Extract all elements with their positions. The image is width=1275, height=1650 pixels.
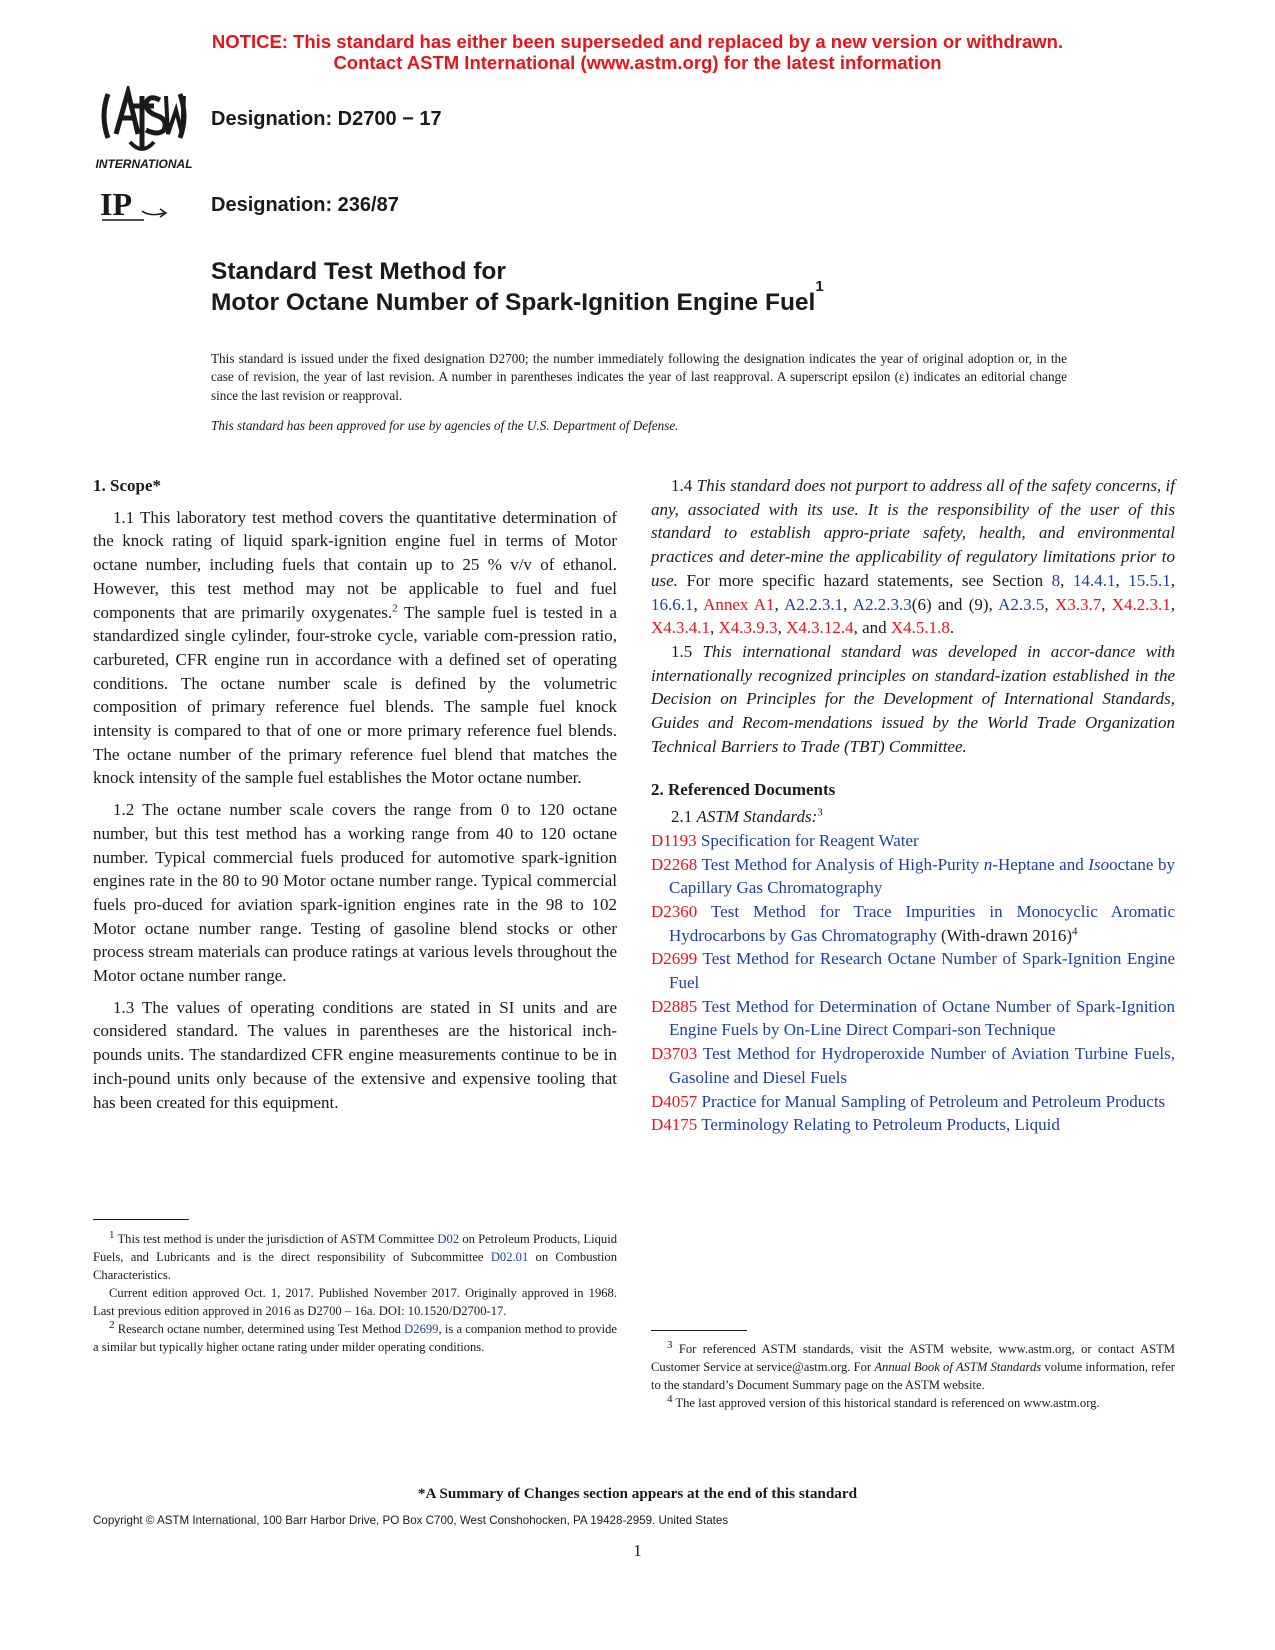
issuance-statement: This standard is issued under the fixed designation D2700; the number immediately following the designation indicates the year of original adoption or, in the case of revision, the year of last revision. A number in parentheses indicates the year of last reapproval. A superscript epsilon (ε) indicates an editorial change since the last revision or reapproval.	[211, 351, 1067, 403]
referenced-standards-list	[651, 829, 1175, 1137]
notice-line-2: Contact ASTM International (www.astm.org) for the latest information	[333, 52, 942, 73]
xref-link[interactable]: X4.2.3.1	[1111, 594, 1171, 614]
standard-code-link[interactable]: D2885	[651, 996, 698, 1016]
title-line-2	[211, 278, 824, 317]
section-scope-heading: 1. Scope*	[93, 476, 161, 495]
footnote-text: For referenced ASTM standards, visit the ASTM website, www.astm.org, or contact ASTM Customer Service at service@astm.org. For	[651, 1342, 1175, 1374]
xref-link[interactable]: X4.3.12.4	[786, 618, 854, 638]
footnote-text: Research octane number, determined using Test Method	[117, 1322, 401, 1336]
xref-link[interactable]: X3.3.7	[1054, 594, 1102, 614]
title-text: Motor Octane Number of Spark-Ignition Engine Fuel	[211, 289, 816, 316]
para-num: 1.1	[113, 507, 135, 527]
standard-code-link[interactable]: D4175	[651, 1115, 698, 1135]
footnote-text: on Petroleum Products, Liquid Fuels, and Lubricants and is the direct responsibility of Subcommittee	[93, 1232, 617, 1264]
para-num: 1.4	[671, 476, 693, 495]
para-num: 1.5	[671, 641, 693, 661]
page-number: 1	[633, 1541, 642, 1560]
paragraph-1-4: 1.4 This standard does not purport to address all of the safety concerns, if any, associated with its use. It is the responsibility of the user of this standard to establish appro-priate safety, health, and environmental practices and deter-mine the applicability of regulatory limitations prior to use. For more specific hazard statements, see Section 8, 14.4.1, 15.5.1, 16.6.1, Annex A1, A2.2.3.1, A2.2.3.3(6) and (9), A2.3.5, X3.3.7, X4.2.3.1, X4.3.4.1, X4.3.9.3, X4.3.12.4, and X4.5.1.8.	[651, 476, 1176, 638]
footnote-1	[93, 1230, 617, 1284]
reference-item	[651, 1042, 1175, 1089]
footnote-text: , is a companion method to provide a similar but typically higher octane rating under milder operating conditions.	[93, 1322, 617, 1354]
footnote-1-edition: Current edition approved Oct. 1, 2017. Published November 2017. Originally approved in 1968. Last previous edition approved in 2016 as D2700 – 16a. DOI: 10.1520/D2700-17.	[93, 1286, 617, 1318]
footnote-text: This test method is under the jurisdiction of ASTM Committee	[117, 1232, 435, 1246]
subcommittee-link[interactable]: D02.01	[490, 1250, 529, 1264]
footnote-rule-left	[93, 1219, 189, 1220]
para-text: For more specific hazard statements, see Section	[686, 570, 1044, 590]
xref-link[interactable]: 16.6.1	[651, 594, 694, 614]
reference-item	[651, 900, 1175, 947]
footnote-text: on Combustion Characteristics.	[93, 1250, 618, 1282]
xref-link[interactable]: 14.4.1	[1072, 570, 1116, 590]
footnote-mark: 2	[109, 1318, 115, 1331]
standard-title-link[interactable]: Test Method for Determination of Octane Number of Spark-Ignition Engine Fuels by On-Line Direct Compari-son Technique	[669, 996, 1175, 1040]
paragraph-1-5	[651, 640, 1175, 759]
xref-link[interactable]: X4.3.9.3	[718, 618, 778, 638]
paragraph-1-2	[93, 798, 617, 988]
astm-standards-subheading	[651, 805, 1175, 829]
xref-link[interactable]: A2.3.5	[998, 594, 1045, 614]
section-referenced-heading: 2. Referenced Documents	[651, 780, 836, 800]
astm-logo-icon	[90, 86, 198, 172]
para-text: This international standard was developed in accor-dance with internationally recognized principles on standard-ization established in the Decision on Principles for the Development of International Standards, Guides and Recom-mendations issued by the World Trade Organization Technical Barriers to Trade (TBT) Committee.	[651, 641, 1175, 756]
title-part: Iso	[1088, 854, 1110, 874]
standard-title-link[interactable]: Test Method for Trace Impurities in Monocyclic Aromatic Hydrocarbons by Gas Chromatography	[669, 901, 1175, 945]
withdrawn-note: (With-drawn 2016)	[940, 925, 1072, 945]
title-footnote-mark: 1	[815, 278, 824, 295]
para-num: 2.1	[671, 807, 693, 827]
dod-approval-note: This standard has been approved for use by agencies of the U.S. Department of Defense.	[211, 418, 679, 433]
reference-item	[651, 947, 1175, 994]
title-part: octane by Capillary Gas Chromatography	[669, 854, 1176, 898]
footnote-mark: 3	[667, 1338, 673, 1351]
para-text: (6)	[911, 594, 932, 614]
para-text: and	[937, 594, 963, 614]
xref-link[interactable]: A2.2.3.3	[852, 594, 912, 614]
para-text: The values of operating conditions are stated in SI units and are considered standard. The values in parentheses are the historical inch-pounds units. The standardized CFR engine measurements continue to be in inch-pound units only because of the extensive and expensive tooling that has been created for this equipment.	[93, 997, 617, 1112]
footnotes-left	[93, 1230, 617, 1356]
d2699-footnote-link[interactable]: D2699	[404, 1322, 439, 1336]
summary-of-changes-note: *A Summary of Changes section appears at the end of this standard	[417, 1485, 858, 1502]
xref-link[interactable]: X4.5.1.8	[890, 618, 950, 638]
title-part: n	[983, 854, 993, 874]
reference-item	[651, 995, 1175, 1042]
footnote-text: Annual Book of ASTM Standards	[874, 1360, 1042, 1374]
xref-link[interactable]: 15.5.1	[1128, 570, 1171, 590]
astm-designation: Designation: D2700 − 17	[211, 108, 442, 130]
xref-link[interactable]: X4.3.4.1	[651, 618, 711, 638]
footnote-rule-right	[651, 1330, 747, 1331]
standard-code-link[interactable]: D4057	[651, 1091, 698, 1111]
left-column	[93, 474, 617, 1114]
footnote-ref: 2	[392, 601, 398, 614]
xref-link[interactable]: Annex A1	[703, 594, 775, 614]
standard-title-link[interactable]	[669, 855, 1175, 898]
notice-line-1: NOTICE: This standard has either been superseded and replaced by a new version or withdrawn.	[211, 31, 1064, 52]
para-num: 1.3	[113, 997, 135, 1017]
para-text: This standard does not purport to address all of the safety concerns, if any, associated with its use. It is the responsibility of the user of this standard to establish appro-priate safety, health, and environmental practices and deter-mine the applicability of regulatory limitations prior to use.	[651, 476, 1175, 590]
standard-code-link[interactable]: D2360	[651, 901, 698, 921]
title-part: -Heptane and	[992, 854, 1089, 874]
paragraph-1-1	[93, 506, 617, 790]
standard-code-link[interactable]: D1193	[651, 830, 697, 850]
footnotes-right	[651, 1340, 1175, 1412]
footnote-text: The last approved version of this historical standard is referenced on www.astm.org.	[675, 1396, 1100, 1410]
reference-item	[651, 1113, 1175, 1137]
subheading-label: ASTM Standards:	[696, 807, 818, 827]
reference-item	[651, 1090, 1175, 1114]
right-column	[651, 474, 1175, 1137]
copyright-line: Copyright © ASTM International, 100 Barr Harbor Drive, PO Box C700, West Conshohocken, PA 19428-2959. United States	[93, 1514, 729, 1527]
standard-title-link[interactable]: Test Method for Hydroperoxide Number of Aviation Turbine Fuels, Gasoline and Diesel Fuels	[669, 1044, 1175, 1087]
footnote-ref: 4	[1071, 925, 1078, 937]
standard-title-link[interactable]: Test Method for Research Octane Number of Spark-Ignition Engine Fuel	[669, 949, 1175, 993]
title-part: Test Method for Analysis of High-Purity	[701, 854, 984, 874]
para-num: 1.2	[113, 800, 135, 820]
footnote-ref: 3	[817, 806, 823, 819]
standard-title-link[interactable]: Specification for Reagent Water	[700, 830, 919, 850]
para-text: The octane number scale covers the range from 0 to 120 octane number, but this test method has a working range from 40 to 120 octane number. Typical commercial fuels produced for automotive spark-ignition engines rate in the 80 to 90 Motor octane number range. Typical commercial fuels pro-duced for aviation spark-ignition engines rate in the 98 to 102 Motor octane number range. Testing of gasoline blend stocks or other process stream materials can produce ratings at various levels throughout the Motor octane number range.	[93, 800, 617, 986]
supersede-notice	[0, 31, 1275, 73]
astm-logo-caption: INTERNATIONAL	[95, 157, 193, 171]
standard-title-link[interactable]: Terminology Relating to Petroleum Products, Liquid	[701, 1115, 1060, 1135]
para-text: This laboratory test method covers the quantitative determination of the knock rating of liquid spark-ignition engine fuel in terms of Motor octane number, including fuels that contain up to 25 % v/v of ethanol. However, this test method may not be applicable to fuel and fuel components that are primarily oxygenates.	[93, 507, 617, 622]
title-line-1: Standard Test Method for	[211, 258, 506, 285]
xref-link[interactable]: 8	[1051, 570, 1061, 590]
standard-title-link[interactable]: Practice for Manual Sampling of Petroleum and Petroleum Products	[701, 1091, 1166, 1111]
standard-code-link[interactable]: D2268	[651, 854, 698, 874]
para-text: (9)	[968, 594, 989, 614]
xref-link[interactable]: A2.2.3.1	[784, 594, 844, 614]
footnote-mark: 1	[109, 1228, 115, 1241]
footnote-4	[651, 1394, 1175, 1412]
ip-logo-icon	[98, 187, 170, 223]
footnote-2	[93, 1320, 617, 1356]
footnote-text: volume information, refer to the standard’s Document Summary page on the ASTM website.	[651, 1360, 1175, 1392]
reference-item	[651, 829, 1175, 853]
paragraph-1-3	[93, 996, 617, 1115]
footnote-mark: 4	[667, 1392, 673, 1405]
committee-link[interactable]: D02	[437, 1232, 460, 1246]
standard-code-link[interactable]: D3703	[651, 1044, 698, 1064]
reference-item	[651, 853, 1175, 900]
standard-code-link[interactable]: D2699	[651, 949, 698, 969]
footnote-3	[651, 1340, 1175, 1394]
para-text: The sample fuel is tested in a standardized single cylinder, four-stroke cycle, variable com-pression ratio, carbureted, CFR engine run in accordance with a defined set of operating conditions. The octane number scale is defined by the volumetric composition of primary reference fuel blends. The sample fuel knock intensity is compared to that of one or more primary reference fuel blends. The octane number of the primary reference fuel blend that matches the knock intensity of the sample fuel establishes the Motor octane number.	[93, 602, 617, 788]
para-text: and	[862, 618, 887, 638]
ip-logo-text: IP	[100, 187, 132, 222]
ip-designation: Designation: 236/87	[211, 194, 399, 216]
